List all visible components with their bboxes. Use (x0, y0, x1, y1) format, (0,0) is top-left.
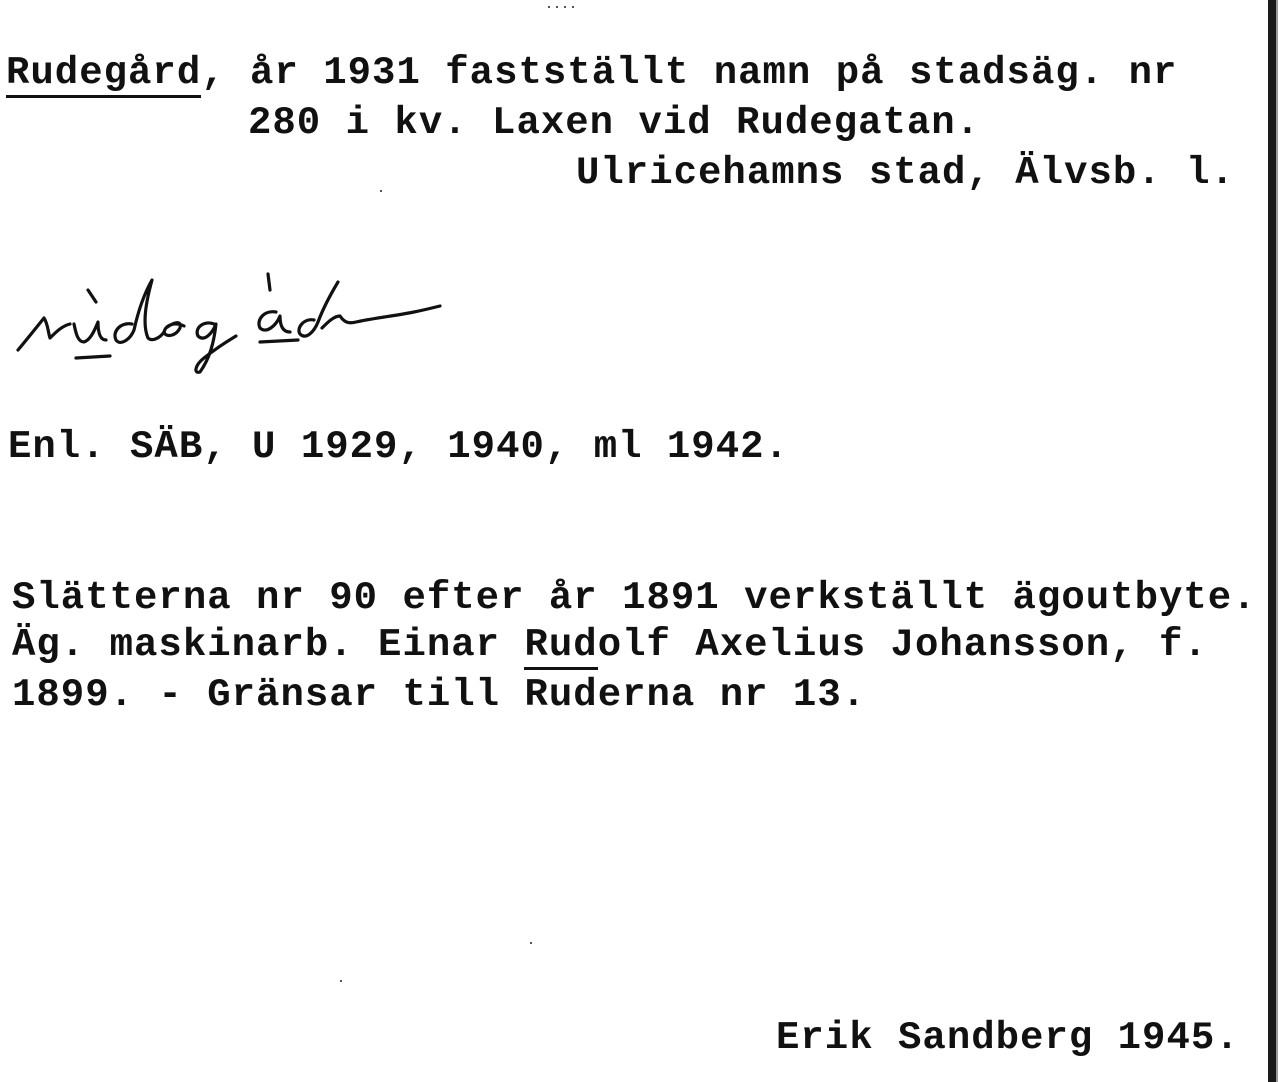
sources-line: Enl. SÄB, U 1929, 1940, ml 1942. (8, 425, 789, 469)
scan-speck (548, 6, 550, 8)
scan-speck (340, 980, 342, 982)
notes-line-2-start: Äg. maskinarb. Einar (12, 623, 525, 667)
scan-speck (564, 6, 566, 8)
scan-speck (572, 6, 574, 8)
scan-speck (380, 190, 382, 192)
signature: Erik Sandberg 1945. (776, 1016, 1240, 1060)
notes-line-3: 1899. - Gränsar till Ruderna nr 13. (12, 673, 867, 717)
headword: Rudegård (6, 51, 201, 98)
card-edge-shadow (1276, 0, 1278, 1082)
header-line-3: Ulricehamns stad, Älvsb. l. (576, 151, 1235, 195)
notes-line-2-end: olf Axelius Johansson, f. (597, 623, 1208, 667)
header-line-1-text: , år 1931 fastställt namn på stadsäg. nr (201, 51, 1178, 95)
header-line-1 (6, 50, 1177, 96)
underlined-name: Rud (524, 623, 597, 670)
notes-line-2 (12, 622, 1208, 668)
notes-line-1: Slätterna nr 90 efter år 1891 verkställt ägoutbyte. (12, 576, 1257, 620)
scan-speck (530, 942, 532, 944)
handwritten-pronunciation (14, 262, 444, 377)
header-line-2: 280 i kv. Laxen vid Rudegatan. (248, 101, 981, 145)
card-edge-border (1268, 0, 1276, 1082)
scan-speck (556, 6, 558, 8)
